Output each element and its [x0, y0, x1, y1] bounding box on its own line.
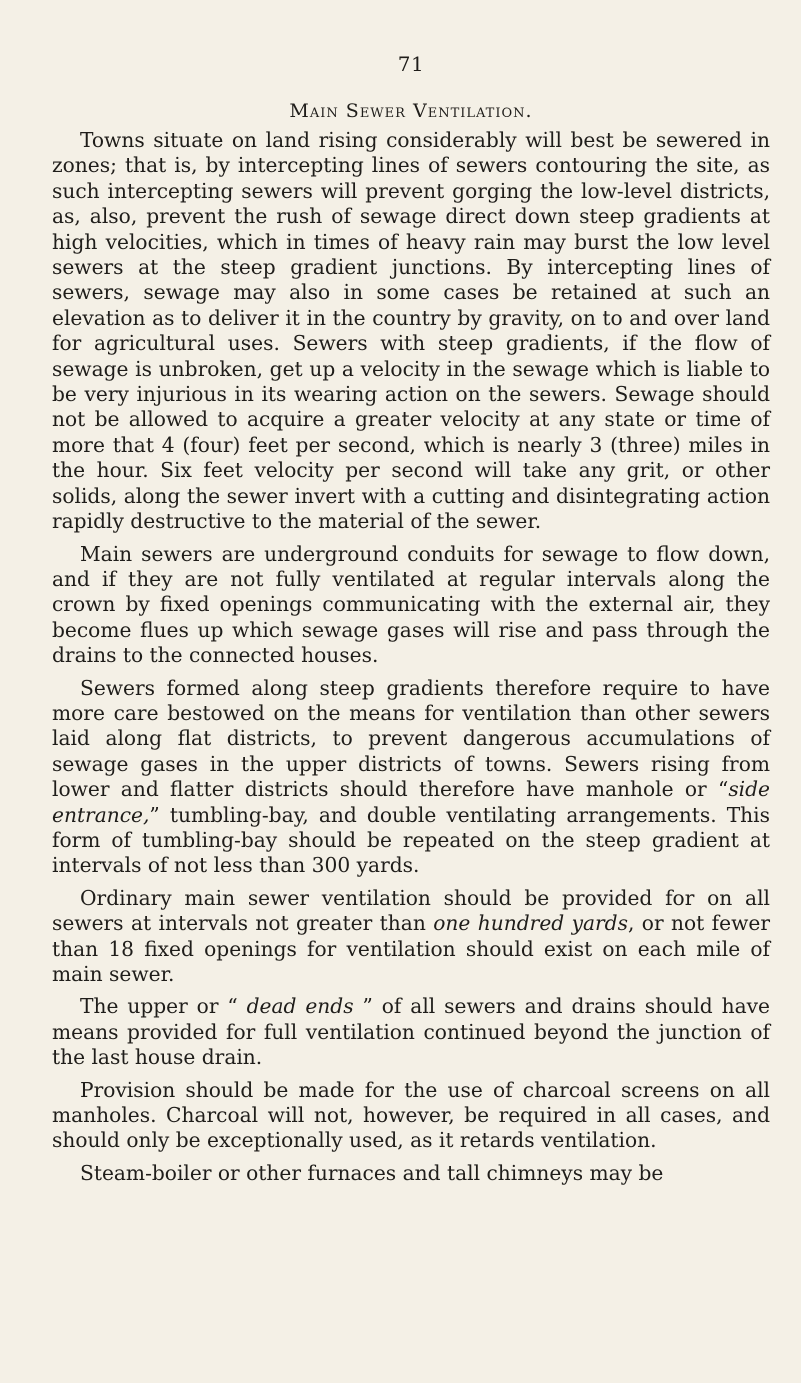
paragraph — [52, 1161, 770, 1186]
text-run: , or not fewer than 18 fixed openings for ventilation should exist on each mile of main sewer. — [52, 911, 770, 986]
emphasis-text: dead ends — [246, 994, 354, 1019]
paragraph — [52, 128, 770, 535]
text-run: The upper or “ — [80, 994, 247, 1019]
page-number: 71 — [397, 52, 425, 76]
paragraph — [52, 994, 770, 1070]
paragraph — [52, 886, 770, 988]
emphasis-text: one hundred yards — [433, 911, 628, 936]
book-page — [52, 52, 770, 1193]
emphasis-text: side entrance, — [52, 777, 770, 827]
text-run: Sewers formed along steep gradients therefore require to have more care bestowed on the means for ventilation than other sewers laid along flat districts, to prevent dangerous accumulations of sewage gases in the upper districts of towns. Sewers rising from lower and flatter districts should therefore have manhole or “ — [52, 675, 770, 802]
text-run: Towns situate on land rising considerably will best be sewered in zones; that is, by intercepting lines of sewers contouring the site, as such intercepting sewers will prevent gorging the low-level districts, as, also, prevent the rush of sewage direct down steep gradients at high velocities, which in times of heavy rain may burst the low level sewers at the steep gradient junctions. By intercepting lines of sewers, sewage may also in some cases be retained at such an elevation as to deliver it in the country by gravity, on to and over land for agricultural uses. Sewers with steep gradients, if the flow of sewage is unbroken, get up a velocity in the sewage which is liable to be very injurious in its wearing action on the sewers. Sewage should not be allowed to acquire a greater velocity at any state or time of more that 4 (four) feet per second, which is nearly 3 (three) miles in the hour. Six feet velocity per second will take any grit, or other solids, along the sewer invert with a cutting and disintegrating action rapidly destructive to the material of the sewer. — [52, 128, 770, 534]
text-run: ” of all sewers and drains should have means provided for full ventilation continued beyond the junction of the last house drain. — [52, 994, 770, 1070]
paragraph — [52, 542, 770, 669]
text-run: Steam-boiler or other furnaces and tall chimneys may be — [80, 1160, 664, 1185]
section-heading: Main Sewer Ventilation. — [289, 100, 533, 122]
text-run: ” tumbling-bay, and double ventilating arrangements. This form of tumbling-bay should be repeated on the steep gradient at intervals of not less than 300 yards. — [52, 802, 770, 878]
paragraph — [52, 1078, 770, 1154]
text-run: Provision should be made for the use of charcoal screens on all manholes. Charcoal will not, however, be required in all cases, and should only be exceptionally used, as it retards ventilation. — [52, 1077, 770, 1153]
paragraph — [52, 676, 770, 879]
text-run: Main sewers are underground conduits for sewage to flow down, and if they are not fully ventilated at regular intervals along the crown by fixed openings communicating with the external air, they become flues up which sewage gases will rise and pass through the drains to the connected houses. — [52, 541, 770, 668]
text-run: Ordinary main sewer ventilation should be provided for on all sewers at intervals not greater than — [52, 885, 770, 936]
body-text — [52, 128, 770, 1186]
